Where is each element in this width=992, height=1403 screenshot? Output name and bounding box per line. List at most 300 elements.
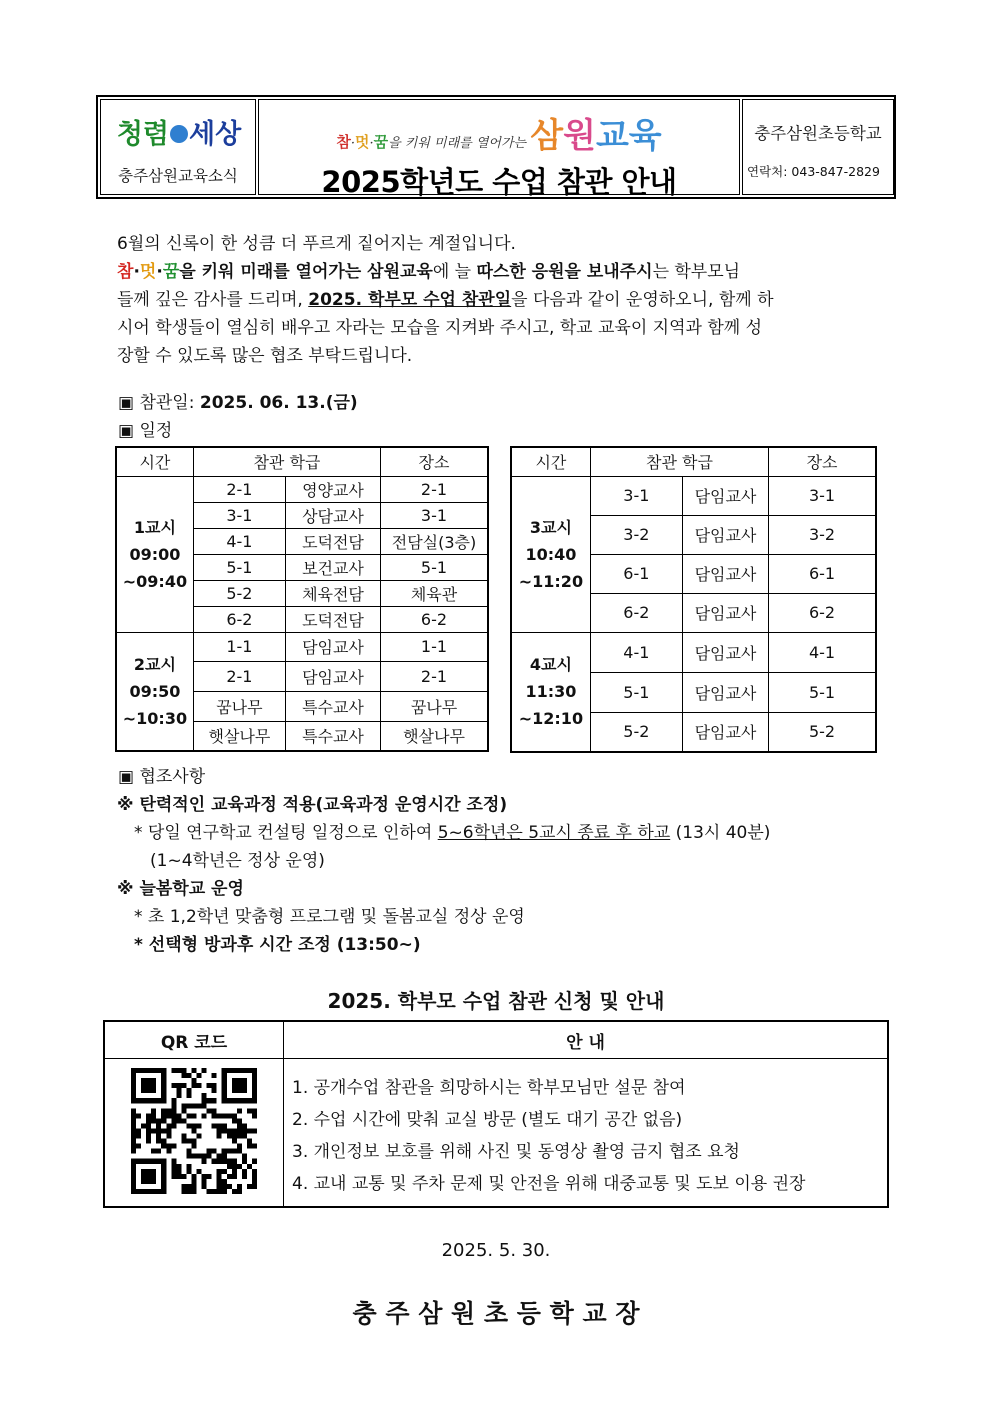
- application-table: [103, 1020, 889, 1208]
- qr-module: [237, 1148, 242, 1153]
- class-cell: 5-2: [590, 712, 682, 752]
- qr-module: [146, 1123, 151, 1128]
- qr-module: [161, 1168, 166, 1173]
- qr-module: [222, 1093, 227, 1098]
- qr-module: [222, 1158, 227, 1163]
- place-cell: 2-1: [381, 476, 489, 502]
- qr-module: [146, 1128, 151, 1133]
- qr-module: [222, 1098, 227, 1103]
- qr-module: [171, 1118, 176, 1123]
- qr-module: [191, 1153, 196, 1158]
- qr-module: [222, 1153, 227, 1158]
- qr-module: [197, 1123, 202, 1128]
- qr-module: [232, 1188, 237, 1193]
- qr-module: [202, 1098, 207, 1103]
- place-cell: 3-1: [381, 502, 489, 528]
- qr-module: [161, 1128, 166, 1133]
- qr-module: [212, 1113, 217, 1118]
- qr-module: [156, 1118, 161, 1123]
- qr-module: [191, 1183, 196, 1188]
- qr-module: [146, 1178, 151, 1183]
- place-cell: 2-1: [381, 661, 489, 691]
- qr-module: [237, 1188, 242, 1193]
- qr-module: [131, 1133, 136, 1138]
- period-cell: 4교시 11:30 ~12:10: [511, 632, 590, 752]
- qr-module: [131, 1093, 136, 1098]
- qr-module: [191, 1188, 196, 1193]
- period-cell: 1교시 09:00 ~09:40: [116, 476, 193, 632]
- qr-module: [181, 1083, 186, 1088]
- teacher-cell: 담임교사: [285, 661, 380, 691]
- qr-module: [181, 1183, 186, 1188]
- qr-module: [171, 1113, 176, 1118]
- qr-module: [181, 1103, 186, 1108]
- qr-module: [247, 1128, 252, 1133]
- qr-module: [151, 1068, 156, 1073]
- visit-date: ▣ 참관일: 2025. 06. 13.(금): [118, 393, 358, 413]
- qr-module: [197, 1153, 202, 1158]
- qr-module: [222, 1068, 227, 1073]
- place-cell: 5-1: [381, 554, 489, 580]
- qr-module: [161, 1178, 166, 1183]
- class-cell: 3-1: [590, 476, 682, 515]
- qr-module: [207, 1173, 212, 1178]
- qr-module: [136, 1098, 141, 1103]
- qr-module: [161, 1138, 166, 1143]
- schedule-table-right: [510, 446, 877, 753]
- qr-module: [191, 1128, 196, 1133]
- place-cell: 전담실(3층): [381, 528, 489, 554]
- qr-module: [237, 1088, 242, 1093]
- schedule-table-left: [115, 446, 489, 752]
- qr-module: [131, 1088, 136, 1093]
- qr-module: [176, 1068, 181, 1073]
- qr-module: [156, 1188, 161, 1193]
- qr-module: [202, 1173, 207, 1178]
- qr-module: [171, 1103, 176, 1108]
- qr-module: [252, 1083, 257, 1088]
- schedule-label: ▣ 일정: [118, 421, 173, 441]
- qr-module: [217, 1183, 222, 1188]
- qr-module: [222, 1078, 227, 1083]
- qr-module: [131, 1078, 136, 1083]
- qr-module: [136, 1158, 141, 1163]
- qr-module: [156, 1148, 161, 1153]
- qr-module: [161, 1098, 166, 1103]
- qr-module: [141, 1123, 146, 1128]
- qr-module: [232, 1138, 237, 1143]
- qr-module: [242, 1078, 247, 1083]
- qr-module: [181, 1188, 186, 1193]
- qr-module: [171, 1068, 176, 1073]
- qr-module: [131, 1183, 136, 1188]
- qr-module: [232, 1113, 237, 1118]
- qr-module: [232, 1068, 237, 1073]
- qr-module: [252, 1143, 257, 1148]
- qr-module: [141, 1158, 146, 1163]
- qr-module: [242, 1088, 247, 1093]
- qr-module: [212, 1158, 217, 1163]
- qr-module: [171, 1143, 176, 1148]
- qr-module: [186, 1103, 191, 1108]
- qr-module: [136, 1113, 141, 1118]
- qr-module: [176, 1173, 181, 1178]
- col-class: 참관 학급: [590, 447, 768, 476]
- qr-module: [146, 1188, 151, 1193]
- col-place: 장소: [381, 447, 489, 476]
- qr-module: [186, 1183, 191, 1188]
- qr-module: [237, 1108, 242, 1113]
- qr-module: [217, 1173, 222, 1178]
- qr-module: [176, 1093, 181, 1098]
- qr-module: [191, 1143, 196, 1148]
- page-title: 2025학년도 수업 참관 안내: [321, 165, 677, 199]
- qr-module: [222, 1073, 227, 1078]
- qr-module: [171, 1083, 176, 1088]
- footer-signature: 충 주 삼 원 초 등 학 교 장: [352, 1299, 640, 1328]
- cooperation-item2-title: ※ 늘봄학교 운영: [117, 879, 244, 899]
- qr-module: [176, 1088, 181, 1093]
- qr-module: [161, 1068, 166, 1073]
- qr-module: [131, 1108, 136, 1113]
- qr-module: [146, 1158, 151, 1163]
- qr-module: [232, 1158, 237, 1163]
- school-name: 충주삼원초등학교: [754, 124, 882, 143]
- qr-module: [186, 1123, 191, 1128]
- class-cell: 3-1: [193, 502, 285, 528]
- header-logo-cell: [100, 99, 256, 195]
- qr-module: [161, 1083, 166, 1088]
- place-cell: 6-1: [769, 554, 876, 593]
- qr-module: [202, 1153, 207, 1158]
- qr-module: [146, 1088, 151, 1093]
- qr-module: [186, 1163, 191, 1168]
- qr-module: [141, 1083, 146, 1088]
- place-cell: 5-1: [769, 672, 876, 712]
- qr-module: [146, 1138, 151, 1143]
- qr-module: [222, 1123, 227, 1128]
- qr-module: [166, 1128, 171, 1133]
- qr-module: [212, 1083, 217, 1088]
- qr-module: [247, 1098, 252, 1103]
- qr-module: [252, 1073, 257, 1078]
- qr-module: [191, 1068, 196, 1073]
- col-class: 참관 학급: [193, 447, 380, 476]
- qr-module: [252, 1108, 257, 1113]
- qr-module: [161, 1108, 166, 1113]
- qr-module: [141, 1068, 146, 1073]
- qr-module: [131, 1113, 136, 1118]
- qr-module: [141, 1188, 146, 1193]
- class-cell: 6-2: [193, 606, 285, 632]
- qr-module: [151, 1128, 156, 1133]
- qr-module: [151, 1108, 156, 1113]
- qr-module: [191, 1078, 196, 1083]
- notice-item-3: 3. 개인정보 보호를 위해 사진 및 동영상 촬영 금지 협조 요청: [292, 1142, 740, 1162]
- place-cell: 4-1: [769, 632, 876, 672]
- col-notice: 안 내: [284, 1021, 889, 1059]
- qr-module: [202, 1093, 207, 1098]
- qr-module: [202, 1183, 207, 1188]
- qr-module: [197, 1133, 202, 1138]
- footer-date: 2025. 5. 30.: [441, 1240, 551, 1261]
- qr-module: [151, 1088, 156, 1093]
- place-cell: 1-1: [381, 632, 489, 661]
- qr-module: [242, 1173, 247, 1178]
- qr-module: [141, 1168, 146, 1173]
- qr-module: [232, 1163, 237, 1168]
- qr-module: [181, 1068, 186, 1073]
- qr-module: [217, 1188, 222, 1193]
- intro-line-1: 6월의 신록이 한 성큼 더 푸르게 짙어지는 계절입니다.: [117, 234, 516, 254]
- qr-module: [222, 1083, 227, 1088]
- qr-module: [222, 1178, 227, 1183]
- qr-module: [166, 1108, 171, 1113]
- qr-module: [207, 1083, 212, 1088]
- qr-module: [181, 1073, 186, 1078]
- qr-module: [156, 1123, 161, 1128]
- class-cell: 햇살나무: [193, 721, 285, 751]
- qr-module: [222, 1188, 227, 1193]
- qr-module: [247, 1183, 252, 1188]
- qr-module: [151, 1178, 156, 1183]
- qr-module: [171, 1098, 176, 1103]
- notice-item-4: 4. 교내 교통 및 주차 문제 및 안전을 위해 대중교통 및 도보 이용 권장: [292, 1174, 806, 1194]
- qr-module: [191, 1103, 196, 1108]
- qr-module: [242, 1123, 247, 1128]
- place-cell: 햇살나무: [381, 721, 489, 751]
- qr-module: [197, 1083, 202, 1088]
- qr-module: [151, 1083, 156, 1088]
- qr-module: [136, 1143, 141, 1148]
- contact-number: 연락처: 043-847-2829: [747, 164, 880, 179]
- qr-module: [131, 1128, 136, 1133]
- qr-module: [242, 1083, 247, 1088]
- intro-line-4: 시어 학생들이 열심히 배우고 자라는 모습을 지켜봐 주시고, 학교 교육이 지역과 함께 성: [117, 318, 763, 338]
- qr-module: [217, 1158, 222, 1163]
- qr-module: [207, 1108, 212, 1113]
- teacher-cell: 담임교사: [682, 632, 768, 672]
- qr-module: [131, 1168, 136, 1173]
- qr-module: [131, 1138, 136, 1143]
- qr-module: [232, 1098, 237, 1103]
- qr-cell: [104, 1059, 284, 1208]
- qr-code-icon[interactable]: [131, 1068, 257, 1194]
- qr-module: [202, 1178, 207, 1183]
- notice-cell: [284, 1059, 889, 1208]
- teacher-cell: 상담교사: [285, 502, 380, 528]
- qr-module: [227, 1128, 232, 1133]
- qr-module: [151, 1098, 156, 1103]
- qr-module: [151, 1113, 156, 1118]
- qr-module: [222, 1088, 227, 1093]
- cooperation-item1-title: ※ 탄력적인 교육과정 적용(교육과정 운영시간 조정): [117, 795, 508, 815]
- intro-line-3: 들께 깊은 감사를 드리며, 2025. 학부모 수업 참관일을 다음과 같이 운영하오니, 함께 하: [117, 290, 774, 310]
- period-cell: 2교시 09:50 ~10:30: [116, 632, 193, 751]
- teacher-cell: 도덕전담: [285, 528, 380, 554]
- qr-module: [217, 1133, 222, 1138]
- qr-module: [252, 1068, 257, 1073]
- class-cell: 5-1: [590, 672, 682, 712]
- teacher-cell: 담임교사: [285, 632, 380, 661]
- class-cell: 2-1: [193, 661, 285, 691]
- qr-module: [131, 1098, 136, 1103]
- qr-module: [212, 1073, 217, 1078]
- qr-module: [131, 1143, 136, 1148]
- qr-module: [151, 1168, 156, 1173]
- qr-module: [252, 1168, 257, 1173]
- teacher-cell: 특수교사: [285, 721, 380, 751]
- qr-module: [237, 1118, 242, 1123]
- qr-module: [141, 1173, 146, 1178]
- intro-line-2: 참·멋·꿈을 키워 미래를 열어가는 삼원교육에 늘 따스한 응원을 보내주시는 학부모님: [117, 262, 741, 282]
- qr-module: [156, 1128, 161, 1133]
- qr-module: [151, 1078, 156, 1083]
- qr-module: [131, 1158, 136, 1163]
- qr-module: [202, 1103, 207, 1108]
- qr-module: [151, 1118, 156, 1123]
- qr-module: [156, 1098, 161, 1103]
- qr-module: [212, 1188, 217, 1193]
- qr-module: [151, 1173, 156, 1178]
- class-cell: 2-1: [193, 476, 285, 502]
- qr-module: [227, 1173, 232, 1178]
- period-cell: 3교시 10:40 ~11:20: [511, 476, 590, 632]
- header-box: [96, 95, 896, 199]
- qr-module: [186, 1113, 191, 1118]
- col-qr: QR 코드: [104, 1021, 284, 1059]
- qr-module: [252, 1178, 257, 1183]
- qr-module: [227, 1068, 232, 1073]
- qr-module: [171, 1163, 176, 1168]
- qr-module: [242, 1128, 247, 1133]
- qr-module: [131, 1163, 136, 1168]
- class-cell: 5-1: [193, 554, 285, 580]
- qr-module: [176, 1163, 181, 1168]
- qr-module: [227, 1133, 232, 1138]
- qr-module: [232, 1148, 237, 1153]
- qr-module: [227, 1148, 232, 1153]
- qr-module: [171, 1168, 176, 1173]
- place-cell: 6-2: [381, 606, 489, 632]
- qr-module: [186, 1168, 191, 1173]
- qr-module: [252, 1173, 257, 1178]
- cooperation-item1-line2: (1~4학년은 정상 운영): [150, 851, 325, 871]
- qr-module: [222, 1113, 227, 1118]
- qr-module: [181, 1173, 186, 1178]
- qr-module: [232, 1083, 237, 1088]
- qr-module: [161, 1088, 166, 1093]
- qr-module: [247, 1138, 252, 1143]
- teacher-cell: 영양교사: [285, 476, 380, 502]
- qr-module: [222, 1183, 227, 1188]
- place-cell: 체육관: [381, 580, 489, 606]
- cooperation-label: ▣ 협조사항: [118, 767, 206, 787]
- qr-module: [247, 1163, 252, 1168]
- qr-module: [242, 1168, 247, 1173]
- qr-module: [181, 1108, 186, 1113]
- qr-module: [252, 1098, 257, 1103]
- place-cell: 6-2: [769, 593, 876, 632]
- qr-module: [247, 1108, 252, 1113]
- qr-module: [176, 1118, 181, 1123]
- qr-module: [131, 1188, 136, 1193]
- qr-module: [252, 1158, 257, 1163]
- qr-module: [131, 1123, 136, 1128]
- qr-module: [186, 1138, 191, 1143]
- qr-module: [237, 1128, 242, 1133]
- qr-module: [136, 1128, 141, 1133]
- teacher-cell: 특수교사: [285, 691, 380, 721]
- class-cell: 6-1: [590, 554, 682, 593]
- qr-module: [237, 1068, 242, 1073]
- qr-module: [161, 1183, 166, 1188]
- qr-module: [161, 1173, 166, 1178]
- qr-module: [156, 1068, 161, 1073]
- logo-caption: 충주삼원교육소식: [118, 167, 238, 185]
- qr-module: [161, 1073, 166, 1078]
- qr-module: [191, 1178, 196, 1183]
- qr-module: [176, 1113, 181, 1118]
- qr-module: [181, 1138, 186, 1143]
- qr-module: [171, 1158, 176, 1163]
- qr-module: [202, 1068, 207, 1073]
- qr-module: [242, 1068, 247, 1073]
- teacher-cell: 보건교사: [285, 554, 380, 580]
- qr-module: [131, 1068, 136, 1073]
- qr-module: [227, 1183, 232, 1188]
- qr-module: [252, 1093, 257, 1098]
- qr-module: [131, 1083, 136, 1088]
- qr-module: [176, 1083, 181, 1088]
- qr-module: [141, 1088, 146, 1093]
- qr-module: [197, 1168, 202, 1173]
- qr-module: [232, 1133, 237, 1138]
- class-cell: 꿈나무: [193, 691, 285, 721]
- qr-module: [131, 1148, 136, 1153]
- qr-module: [181, 1133, 186, 1138]
- col-time: 시간: [511, 447, 590, 476]
- qr-module: [146, 1098, 151, 1103]
- teacher-cell: 담임교사: [682, 593, 768, 632]
- qr-module: [191, 1113, 196, 1118]
- qr-module: [136, 1133, 141, 1138]
- qr-module: [222, 1128, 227, 1133]
- qr-module: [186, 1148, 191, 1153]
- place-cell: 3-2: [769, 515, 876, 554]
- qr-module: [171, 1123, 176, 1128]
- qr-module: [186, 1188, 191, 1193]
- qr-module: [131, 1173, 136, 1178]
- class-cell: 6-2: [590, 593, 682, 632]
- qr-module: [146, 1173, 151, 1178]
- qr-module: [161, 1188, 166, 1193]
- qr-module: [237, 1123, 242, 1128]
- qr-module: [207, 1148, 212, 1153]
- qr-module: [227, 1163, 232, 1168]
- qr-module: [217, 1153, 222, 1158]
- application-title: 2025. 학부모 수업 참관 신청 및 안내: [327, 989, 665, 1013]
- qr-module: [191, 1138, 196, 1143]
- qr-module: [232, 1168, 237, 1173]
- qr-module: [176, 1168, 181, 1173]
- qr-module: [151, 1188, 156, 1193]
- class-cell: 1-1: [193, 632, 285, 661]
- qr-module: [237, 1133, 242, 1138]
- qr-module: [161, 1163, 166, 1168]
- qr-module: [186, 1073, 191, 1078]
- qr-module: [161, 1113, 166, 1118]
